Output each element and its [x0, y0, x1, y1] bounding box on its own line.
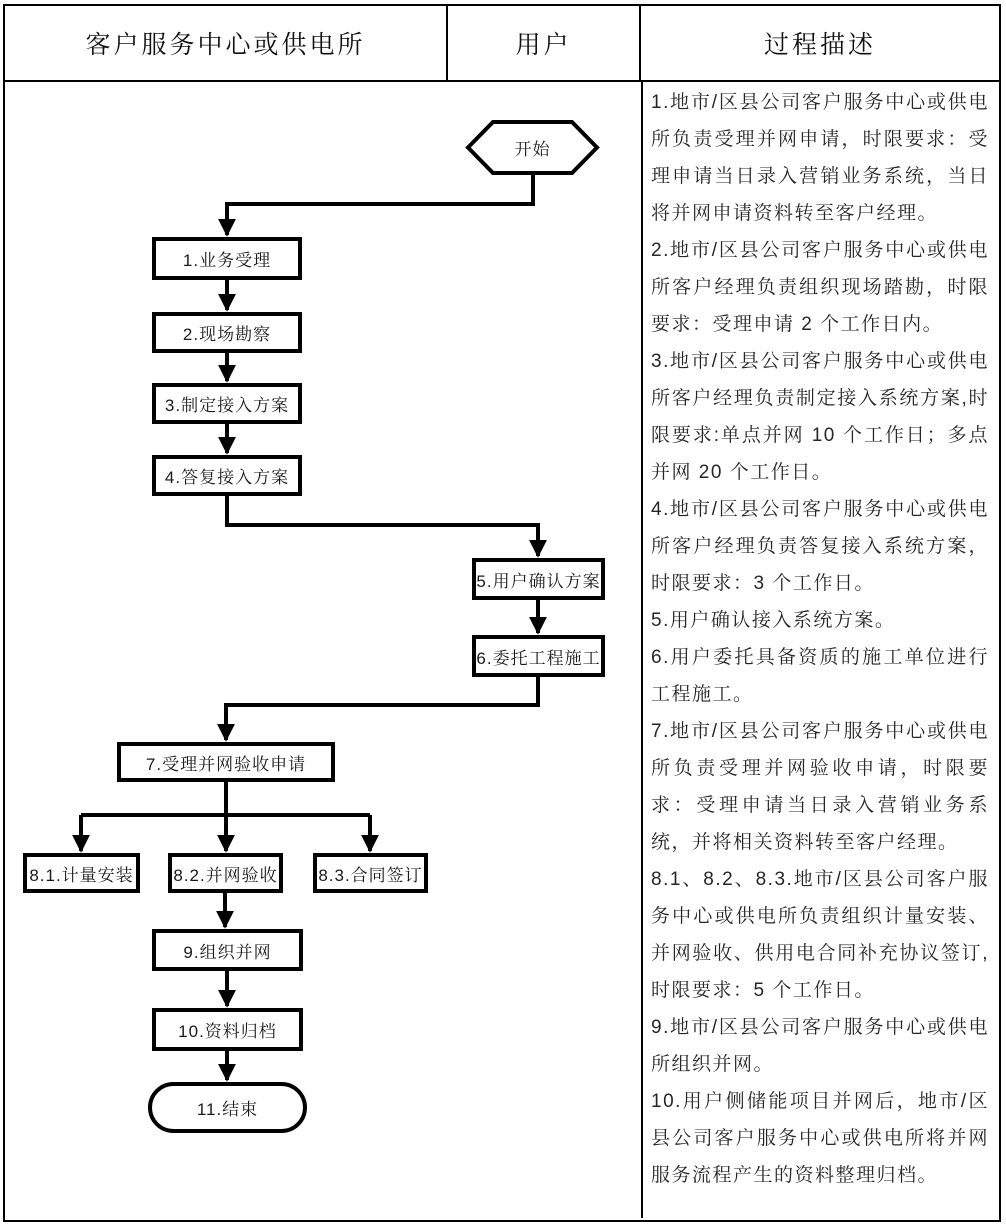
lane-header-service-center: 客户服务中心或供电所 — [5, 6, 448, 80]
process-description-item-2: 2.地市/区县公司客户服务中心或供电所客户经理负责组织现场踏勘，时限要求：受理申请 2 个工作日内。 — [651, 240, 989, 335]
flow-node-8-2-grid-acceptance: 8.2.并网验收 — [168, 853, 283, 893]
process-description-item-3: 3.地市/区县公司客户服务中心或供电所客户经理负责制定接入系统方案,时限要求:单点并网 10 个工作日；多点并网 20 个工作日。 — [651, 351, 989, 483]
process-description-item-9: 9.地市/区县公司客户服务中心或供电所组织并网。 — [651, 1017, 989, 1075]
flow-node-5-user-confirm-plan: 5.用户确认方案 — [472, 558, 605, 600]
flow-node-11-end: 11.结束 — [148, 1082, 307, 1133]
flow-node-9-organize-grid-connection: 9.组织并网 — [152, 929, 303, 971]
process-description-item-4: 4.地市/区县公司客户服务中心或供电所客户经理负责答复接入系统方案，时限要求：3 个工作日。 — [651, 499, 989, 594]
flow-node-3-make-access-plan: 3.制定接入方案 — [152, 383, 302, 424]
lane-header-row — [5, 6, 999, 82]
flow-node-8-1-metering-installation: 8.1.计量安装 — [23, 853, 140, 893]
process-description-item-10: 10.用户侧储能项目并网后，地市/区县公司客户服务中心或供电所将并网服务流程产生的资料整理归档。 — [651, 1091, 989, 1186]
process-description-item-8: 8.1、8.2、8.3.地市/区县公司客户服务中心或供电所负责组织计量安装、并网验收、供用电合同补充协议签订,时限要求：5 个工作日。 — [651, 869, 989, 1001]
process-description-item-5: 5.用户确认接入系统方案。 — [651, 610, 896, 631]
process-description-column — [643, 82, 999, 1218]
flow-node-1-business-acceptance: 1.业务受理 — [152, 237, 302, 280]
document-body — [5, 82, 999, 1218]
flowchart-area — [5, 82, 643, 1218]
lane-header-user: 用户 — [448, 6, 641, 80]
flow-node-7-accept-grid-acceptance-application: 7.受理并网验收申请 — [117, 742, 335, 782]
process-description-item-6: 6.用户委托具备资质的施工单位进行工程施工。 — [651, 647, 989, 705]
flow-node-8-3-contract-signing: 8.3.合同签订 — [313, 853, 428, 893]
flow-node-4-reply-access-plan: 4.答复接入方案 — [152, 455, 302, 496]
lane-header-process-description: 过程描述 — [763, 31, 876, 59]
flow-node-2-site-survey: 2.现场勘察 — [152, 312, 302, 353]
flow-node-10-archive-materials: 10.资料归档 — [152, 1008, 303, 1051]
process-description-item-7: 7.地市/区县公司客户服务中心或供电所负责受理并网验收申请，时限要求：受理申请当日录入营销业务系统，并将相关资料转至客户经理。 — [651, 721, 989, 853]
document-frame — [3, 4, 1001, 1222]
process-description-item-1: 1.地市/区县公司客户服务中心或供电所负责受理并网申请，时限要求：受理申请当日录入营销业务系统，当日将并网申请资料转至客户经理。 — [651, 92, 989, 224]
flow-node-6-entrust-construction: 6.委托工程施工 — [472, 635, 605, 677]
flow-node-start: 开始 — [514, 140, 551, 159]
